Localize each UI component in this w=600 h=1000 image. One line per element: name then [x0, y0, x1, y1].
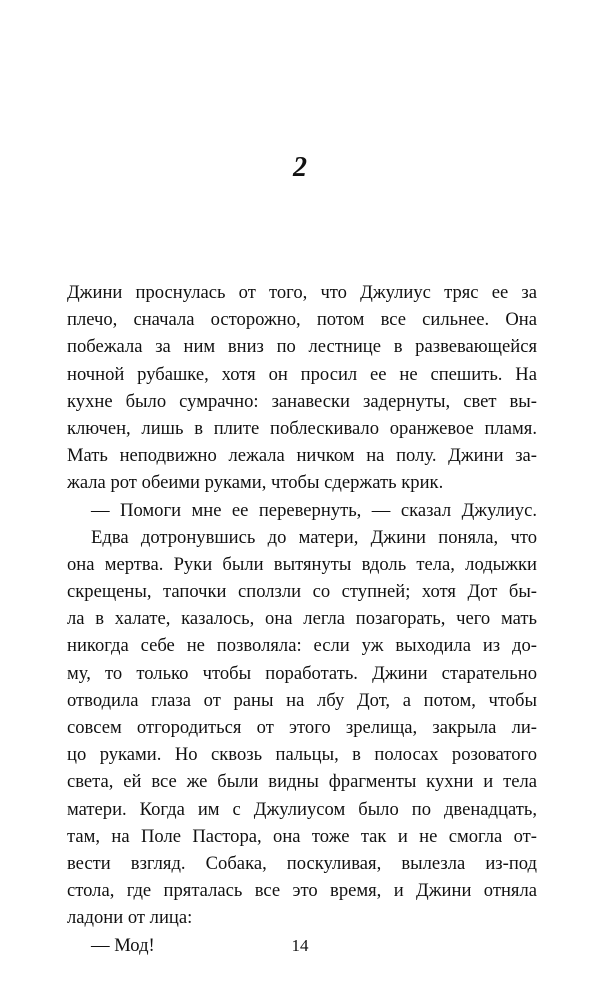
- chapter-number: 2: [293, 152, 307, 183]
- text-line: ключен, лишь в плите поблескивало оранжевое пламя.: [67, 417, 537, 439]
- text-line: кухне было сумрачно: занавески задернуты, свет вы-: [67, 390, 537, 412]
- page-number: 14: [291, 936, 309, 955]
- text-line: плечо, сначала осторожно, потом все сильнее. Она: [67, 309, 537, 331]
- text-line: побежала за ним вниз по лестнице в развевающейся: [67, 336, 537, 358]
- text-line: отводила глаза от раны на лбу Дот, а потом, чтобы: [67, 689, 537, 711]
- text-line: скрещены, тапочки сползли со ступней; хотя Дот бы-: [67, 581, 537, 603]
- text-line: му, то только чтобы поработать. Джини старательно: [67, 662, 537, 684]
- text-line: цо руками. Но сквозь пальцы, в полосах розоватого: [67, 744, 537, 766]
- text-line: матери. Когда им с Джулиусом было по двенадцать,: [67, 798, 537, 820]
- text-line: Едва дотронувшись до матери, Джини поняла, что: [91, 526, 537, 548]
- text-line: вести взгляд. Собака, поскуливая, вылезла из-под: [67, 852, 537, 874]
- text-line: жала рот обеими руками, чтобы сдержать крик.: [67, 472, 444, 494]
- text-line: ладони от лица:: [67, 907, 193, 929]
- text-line: стола, где пряталась все это время, и Джини отняла: [67, 880, 537, 902]
- text-line: Мать неподвижно лежала ничком на полу. Джини за-: [67, 445, 537, 467]
- text-line: совсем отгородиться от этого зрелища, закрыла ли-: [67, 717, 537, 738]
- body-text: [67, 279, 537, 959]
- text-line: — Мод!: [91, 934, 155, 956]
- text-line: там, на Поле Пастора, она тоже так и не смогла от-: [67, 825, 537, 847]
- text-line: света, ей все же были видны фрагменты кухни и тела: [67, 771, 537, 793]
- text-line: ночной рубашке, хотя он просил ее не спешить. На: [67, 363, 537, 385]
- text-line: Джини проснулась от того, что Джулиус тряс ее за: [67, 282, 537, 303]
- text-line: — Помоги мне ее перевернуть, — сказал Джулиус.: [91, 499, 537, 521]
- text-line: ла в халате, казалось, она легла позагорать, чего мать: [67, 608, 537, 630]
- text-line: она мертва. Руки были вытянуты вдоль тела, лодыжки: [67, 553, 537, 575]
- text-line: никогда себе не позволяла: если уж выходила из до-: [67, 635, 537, 657]
